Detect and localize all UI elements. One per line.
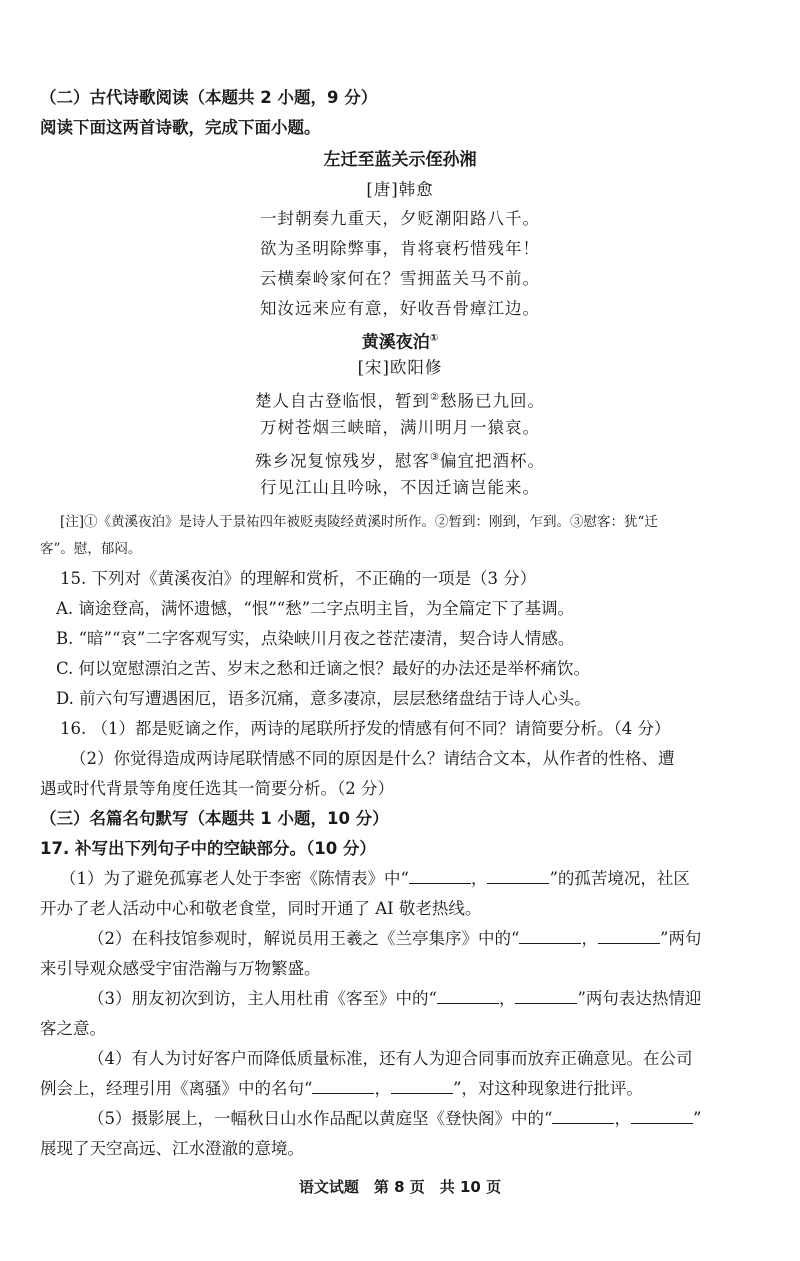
answer-blank[interactable] xyxy=(437,989,499,1004)
answer-blank[interactable] xyxy=(519,929,581,944)
q15-option: D. 前六句写遭遇困厄，语多沉痛，意多凄凉，层层愁绪盘结于诗人心头。 xyxy=(56,689,591,708)
answer-blank[interactable] xyxy=(631,1109,693,1124)
answer-blank[interactable] xyxy=(312,1079,374,1094)
page-footer: 语文试题 第 8 页 共 10 页 xyxy=(298,1178,502,1196)
poem1-line: 知汝远来应有意，好收吾骨瘴江边。 xyxy=(260,299,540,318)
q15-option: B. “暗”“哀”二字客观写实，点染峡川月夜之苍茫凄清，契合诗人情感。 xyxy=(56,629,575,648)
answer-blank[interactable] xyxy=(552,1109,614,1124)
q15-stem: 15. 下列对《黄溪夜泊》的理解和赏析，不正确的一项是（3 分） xyxy=(60,569,537,588)
q16-part1: 16. （1）都是贬谪之作，两诗的尾联所抒发的情感有何不同？请简要分析。（4 分） xyxy=(60,719,671,738)
q17-item4-cont: 例会上，经理引用《离骚》中的名句“ ， ”，对这种现象进行批评。 xyxy=(40,1079,643,1098)
section2-heading: （二）古代诗歌阅读（本题共 2 小题，9 分） xyxy=(40,88,378,107)
q17-item1: （1）为了避免孤寡老人处于李密《陈情表》中“ ， ”的孤苦境况，社区 xyxy=(60,869,690,888)
q16-part2: 遇或时代背景等角度任选其一简要分析。（2 分） xyxy=(40,779,394,798)
poem2-title: 黄溪夜泊① xyxy=(361,332,439,353)
poem1-author: [唐]韩愈 xyxy=(366,180,434,199)
q17-item3-cont: 客之意。 xyxy=(40,1019,106,1038)
section3-heading: （三）名篇名句默写（本题共 1 小题，10 分） xyxy=(40,809,389,828)
poem1-line: 欲为圣明除弊事，肯将衰朽惜残年！ xyxy=(260,239,540,258)
q17-item2-cont: 来引导观众感受宇宙浩瀚与万物繁盛。 xyxy=(40,959,321,978)
footnote-mark: ① xyxy=(429,333,439,344)
poem1-title: 左迁至蓝关示侄孙湘 xyxy=(323,150,477,170)
footnote-mark: ③ xyxy=(430,452,440,463)
q17-item5-cont: 展现了天空高远、江水澄澈的意境。 xyxy=(40,1139,304,1158)
poem2-line: 行见江山且吟咏，不因迁谪岂能来。 xyxy=(260,478,540,497)
q17-item5: （5）摄影展上，一幅秋日山水作品配以黄庭坚《登快阁》中的“ ， ” xyxy=(88,1109,702,1128)
poem1-line: 一封朝奏九重天，夕贬潮阳路八千。 xyxy=(260,209,540,228)
q17-item3: （3）朋友初次到访，主人用杜甫《客至》中的“ ， ”两句表达热情迎 xyxy=(88,989,702,1008)
q17-item1-cont: 开办了老人活动中心和敬老食堂，同时开通了 AI 敬老热线。 xyxy=(40,899,482,918)
q15-option: C. 何以宽慰漂泊之苦、岁末之愁和迁谪之恨？最好的办法还是举杯痛饮。 xyxy=(56,659,591,678)
q17-item4: （4）有人为讨好客户而降低质量标准，还有人为迎合同事而放弃正确意见。在公司 xyxy=(88,1049,693,1068)
footnote-mark: ② xyxy=(430,392,440,403)
q17-item2: （2）在科技馆参观时，解说员用王羲之《兰亭集序》中的“ ， ”两句 xyxy=(88,929,702,948)
poem1-line: 云横秦岭家何在？雪拥蓝关马不前。 xyxy=(260,269,540,288)
q17-stem: 17. 补写出下列句子中的空缺部分。（10 分） xyxy=(40,839,376,858)
q15-option: A. 谪途登高，满怀遗憾，“恨”“愁”二字点明主旨，为全篇定下了基调。 xyxy=(56,599,575,618)
section2-instruction: 阅读下面这两首诗歌，完成下面小题。 xyxy=(40,118,321,137)
answer-blank[interactable] xyxy=(515,989,577,1004)
poem2-line: 万树苍烟三峡暗，满川明月一猿哀。 xyxy=(260,418,540,437)
answer-blank[interactable] xyxy=(409,869,471,884)
answer-blank[interactable] xyxy=(391,1079,453,1094)
q16-part2: （2）你觉得造成两诗尾联情感不同的原因是什么？请结合文本，从作者的性格、遭 xyxy=(70,749,675,768)
answer-blank[interactable] xyxy=(487,869,549,884)
poem2-author: [宋]欧阳修 xyxy=(357,358,443,377)
poem-note: 客”。慰，郁闷。 xyxy=(40,541,142,557)
answer-blank[interactable] xyxy=(598,929,660,944)
poem2-line: 楚人自古登临恨，暂到②愁肠已九回。 xyxy=(255,391,545,411)
poem2-line: 殊乡况复惊残岁，慰客③偏宜把酒杯。 xyxy=(255,451,545,471)
poem-note: [注]①《黄溪夜泊》是诗人于景祐四年被贬夷陵经黄溪时所作。②暂到：刚到，乍到。③慰客：犹“迁 xyxy=(60,514,658,530)
